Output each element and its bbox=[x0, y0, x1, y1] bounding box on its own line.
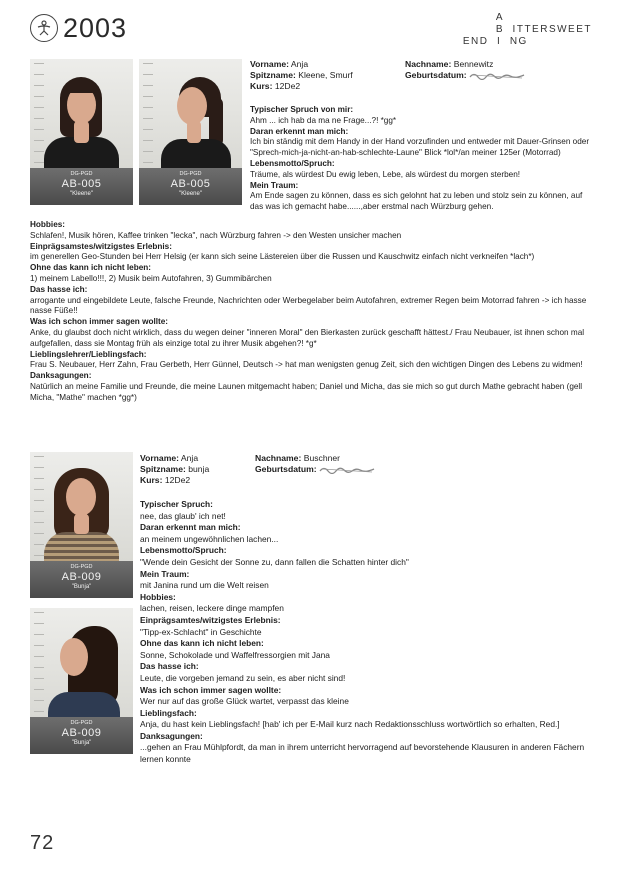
section-question: Lieblingsfach: bbox=[140, 707, 197, 718]
section-answer: Träume, als würdest Du ewig leben, Lebe, als würdest du morgen sterben! bbox=[250, 169, 521, 179]
section-question: Daran erkennt man mich: bbox=[250, 126, 349, 136]
section-answer: Anja, du hast kein Lieblingsfach! [hab' ich per E-Mail kurz nach Redaktionsschluss wortwörtlich so erhalten, Red.] bbox=[140, 719, 560, 730]
section-question: Mein Traum: bbox=[250, 180, 299, 190]
section-question: Das hasse ich: bbox=[30, 284, 88, 294]
section-answer: Wer nur auf das große Glück wartet, verpasst das kleine bbox=[140, 696, 349, 707]
profile1-spitzname: Spitzname: Kleene, Smurf bbox=[250, 70, 353, 80]
section-answer: Am Ende sagen zu können, dass es sich gelohnt hat zu leben und stolz sein zu können, auf das was ich gemacht habe......,aber erstmal nach Würzburg gehen. bbox=[250, 191, 583, 212]
page-number: 72 bbox=[30, 832, 55, 854]
section-question: Lieblingslehrer/Lieblingsfach: bbox=[30, 349, 147, 359]
section-answer: "Wende dein Gesicht der Sonne zu, dann fallen die Schatten hinter dich" bbox=[140, 556, 409, 567]
section-answer: im generellen Geo-Stunden bei Herr Helsig (er kann sich seine Lästereien über die Russen und Kauschwitz einfach nicht verkneifen *lach*) bbox=[30, 252, 535, 262]
section-answer: arrogante und eingebildete Leute, falsche Freunde, Nachrichten oder Werbegelaber beim Autofahren, extremer Regen beim Motorrad fahren -> ich hasse nasse Füße!! bbox=[30, 295, 587, 316]
section-answer: ...gehen an Frau Mühlpfordt, da man in ihrem unterricht hervorragend auf bevorstehende Klausuren in anderen Fächern lernen konnte bbox=[140, 742, 585, 765]
profile2-photo-side bbox=[30, 608, 133, 754]
section-answer: nee, das glaub' ich net! bbox=[140, 510, 226, 521]
section-answer: "Tipp-ex-Schlacht" in Geschichte bbox=[140, 626, 262, 637]
section-answer: Natürlich an meine Familie und Freunde, die meine Launen mitgemacht haben; Daniel und Micha, das sie mich so gut durch Mathe gebracht haben (gell Micha, "Mathe" machen *gg*) bbox=[30, 381, 583, 402]
brand-line-3: END I NG bbox=[462, 36, 528, 47]
profile1-photo-side-plate: DG-PGD AB-005 "Kleene" bbox=[139, 168, 242, 205]
brand-line-2: B ITTERSWEET bbox=[495, 24, 592, 35]
redacted-scribble-icon bbox=[469, 71, 525, 80]
redacted-scribble-icon bbox=[319, 465, 375, 474]
section-answer: 1) meinem Labello!!!, 2) Musik beim Autofahren, 3) Gummibärchen bbox=[30, 273, 272, 283]
section-question: Typischer Spruch: bbox=[140, 499, 213, 509]
profile2-nachname: Nachname: Buschner bbox=[255, 453, 341, 463]
section-answer: Frau S. Neubauer, Herr Zahn, Frau Gerbeth, Herr Günnel, Deutsch -> hat man wenigsten genug Zeit, sich den wichtigen Dingen des Lebens zu widmen! bbox=[30, 360, 583, 370]
yearbook-brand bbox=[463, 12, 592, 48]
section-answer: Ahm ... ich hab da ma ne Frage...?! *gg* bbox=[250, 115, 397, 125]
profile1-full-sections bbox=[30, 220, 596, 404]
profile2-geburtsdatum: Geburtsdatum: bbox=[255, 464, 375, 475]
yearbook-year: 2003 bbox=[63, 13, 128, 43]
section-question: Einprägsamstes/witzigstes Erlebnis: bbox=[30, 241, 172, 251]
profile2-photo-side-plate: DG-PGD AB-009 "Bunja" bbox=[30, 717, 133, 754]
section-answer: Anke, du glaubst doch nicht wirklich, dass du wegen deiner "inneren Moral" den Bierkasten zurück geschafft hättest./ Frau Neubauer, ist ihnen schon mal aufgefallen, dass sie Montag früh als einzige total zu ihrer Musik abgehen?! *g* bbox=[30, 327, 585, 348]
profile2-spitzname: Spitzname: bunja bbox=[140, 464, 210, 474]
section-question: Lebensmotto/Spruch: bbox=[250, 158, 335, 168]
section-question: Was ich schon immer sagen wollte: bbox=[140, 684, 282, 695]
section-answer: Sonne, Schokolade und Waffelfressorgien mit Jana bbox=[140, 649, 330, 660]
person-emblem-icon bbox=[35, 19, 53, 37]
section-answer: an meinem ungewöhnlichen lachen... bbox=[140, 533, 279, 544]
profile2-sections bbox=[140, 499, 596, 766]
section-question: Typischer Spruch von mir: bbox=[250, 105, 354, 114]
section-answer: Schlafen!, Musik hören, Kaffee trinken "lecka", nach Würzburg fahren -> den Westen unsicher machen bbox=[30, 230, 402, 240]
profile1-nachname: Nachname: Bennewitz bbox=[405, 59, 494, 69]
profile1-photo-front bbox=[30, 59, 133, 205]
section-question: Einprägsamtes/witzigstes Erlebnis: bbox=[140, 614, 281, 625]
section-answer: Leute, die vorgeben jemand zu sein, es aber nicht sind! bbox=[140, 672, 346, 683]
section-question: Hobbies: bbox=[140, 591, 176, 602]
section-question: Hobbies: bbox=[30, 220, 66, 229]
school-logo bbox=[30, 14, 58, 42]
section-answer: Ich bin ständig mit dem Handy in der Hand vorzufinden und entweder mit Dauer-Grinsen oder "Sprech-mich-ja-nicht-an-hab-schlechte-Laune" Blick *lol*/an meiner 125er (Motorrad) bbox=[250, 137, 590, 158]
section-question: Das hasse ich: bbox=[140, 661, 199, 672]
section-question: Ohne das kann ich nicht leben: bbox=[140, 638, 264, 649]
section-question: Mein Traum: bbox=[140, 568, 190, 579]
section-question: Danksagungen: bbox=[30, 371, 92, 381]
brand-line-1: A bbox=[495, 12, 504, 23]
section-question: Was ich schon immer sagen wollte: bbox=[30, 317, 169, 327]
profile2-kurs: Kurs: 12De2 bbox=[140, 475, 191, 485]
profile2-vorname: Vorname: Anja bbox=[140, 453, 199, 463]
profile2-photo-front-plate: DG-PGD AB-009 "Bunja" bbox=[30, 561, 133, 598]
profile1-geburtsdatum: Geburtsdatum: bbox=[405, 70, 525, 81]
section-question: Daran erkennt man mich: bbox=[140, 522, 241, 533]
profile1-kurs: Kurs: 12De2 bbox=[250, 81, 301, 91]
profile1-photo-side bbox=[139, 59, 242, 205]
profile1-photo-front-plate: DG-PGD AB-005 "Kleene" bbox=[30, 168, 133, 205]
section-answer: mit Janina rund um die Welt reisen bbox=[140, 580, 269, 591]
section-question: Lebensmotto/Spruch: bbox=[140, 545, 227, 556]
section-question: Danksagungen: bbox=[140, 730, 203, 741]
profile2-photo-front bbox=[30, 452, 133, 598]
section-question: Ohne das kann ich nicht leben: bbox=[30, 263, 152, 273]
section-answer: lachen, reisen, leckere dinge mampfen bbox=[140, 603, 284, 614]
profile1-right-sections bbox=[250, 105, 595, 213]
profile1-vorname: Vorname: Anja bbox=[250, 59, 309, 69]
